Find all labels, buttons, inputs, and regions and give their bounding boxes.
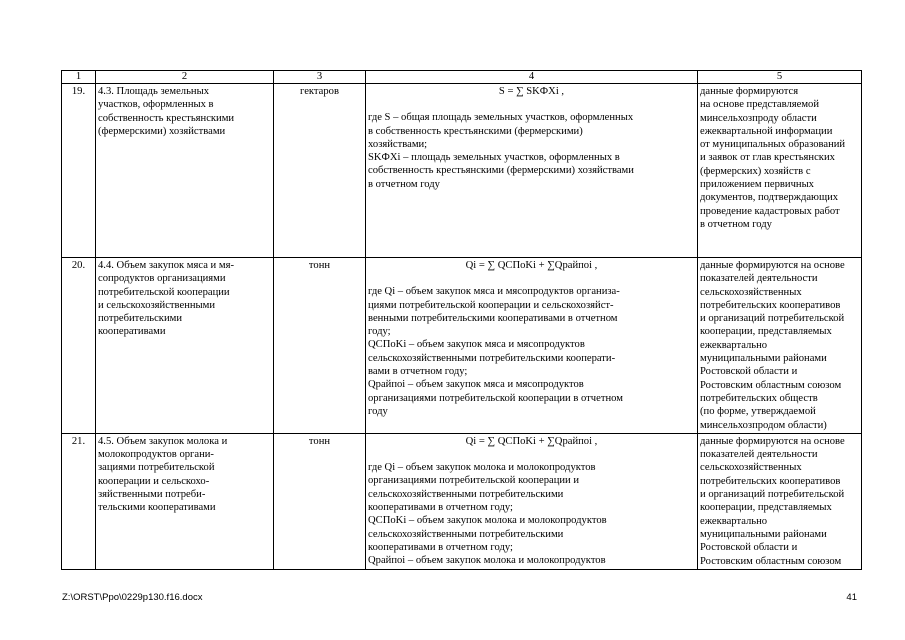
text-line: данные формируются на основе bbox=[700, 260, 845, 271]
text-line: ежеквартально bbox=[700, 339, 768, 351]
file-path-footer: Z:\ORST\Ppo\0229p130.f16.docx bbox=[62, 592, 203, 603]
text-line: зяйственными потреби- bbox=[98, 489, 206, 501]
text-line: и заявок от глав крестьянских bbox=[700, 152, 835, 164]
text-line: 4.3. Площадь земельных bbox=[98, 86, 209, 97]
text-line: циями потребительской кооперации и сельскохозяйст- bbox=[368, 299, 614, 311]
unit-cell: гектаров bbox=[274, 84, 366, 258]
indicator-name-cell bbox=[96, 433, 274, 569]
text-line: вами в отчетном году; bbox=[368, 366, 468, 378]
text-line: в отчетном году bbox=[700, 218, 772, 230]
text-line: SKФXi – площадь земельных участков, оформленных в bbox=[368, 152, 620, 164]
formula-cell bbox=[366, 84, 698, 258]
text-line: где Qi – объем закупок молока и молокопродуктов bbox=[368, 462, 596, 474]
text-line: Ростовским областным союзом bbox=[700, 555, 842, 567]
source-cell bbox=[698, 258, 862, 434]
text-line: муниципальными районами bbox=[700, 528, 827, 540]
text-line: 4.5. Объем закупок молока и bbox=[98, 435, 228, 447]
text-line: минсельхозпродом области) bbox=[700, 419, 827, 431]
text-line: и сельскохозяйственными bbox=[98, 299, 216, 311]
text-line: собственность крестьянскими bbox=[98, 112, 235, 124]
text-line: году bbox=[368, 405, 388, 417]
source-cell bbox=[698, 84, 862, 258]
text-line: кооперации, представляемых bbox=[700, 502, 832, 514]
text-line: потребительских кооперативов bbox=[700, 299, 841, 311]
text-line: потребительской кооперации bbox=[98, 286, 230, 298]
text-line: сельскохозяйственными потребительскими кооперати- bbox=[368, 352, 616, 364]
text-line: венными потребительскими кооперативами в отчетном bbox=[368, 312, 618, 324]
text-line: и организаций потребительской bbox=[700, 313, 845, 325]
row-number: 21. bbox=[62, 433, 96, 569]
row-number: 20. bbox=[62, 258, 96, 434]
text-line: сельскохозяйственных bbox=[700, 286, 802, 298]
text-line: потребительских кооперативов bbox=[700, 475, 841, 487]
text-line: организациями потребительской кооперации в отчетном bbox=[368, 392, 623, 404]
text-line: Ростовской области и bbox=[700, 542, 798, 554]
text-line: кооперации и сельскохо- bbox=[98, 475, 210, 487]
text-line: сопродуктов организациями bbox=[98, 273, 226, 285]
unit-cell: тонн bbox=[274, 433, 366, 569]
page-number: 41 bbox=[846, 592, 857, 603]
text-line: зациями потребительской bbox=[98, 462, 215, 474]
indicator-name-cell bbox=[96, 84, 274, 258]
text-line: Qрайпоi – объем закупок молока и молокопродуктов bbox=[368, 555, 606, 567]
text-line: в отчетном году bbox=[368, 178, 440, 190]
text-line: потребительскими bbox=[98, 313, 182, 325]
text-line: году; bbox=[368, 326, 391, 338]
text-line: 4.4. Объем закупок мяса и мя- bbox=[98, 260, 234, 271]
text-line: данные формируются bbox=[700, 86, 799, 97]
text-line: кооперации, представляемых bbox=[700, 326, 832, 338]
text-line: минсельхозпроду области bbox=[700, 112, 817, 124]
text-line: на основе представляемой bbox=[700, 99, 820, 111]
source-cell bbox=[698, 433, 862, 569]
text-line: показателей деятельности bbox=[700, 273, 818, 285]
unit-cell: тонн bbox=[274, 258, 366, 434]
text-line: кооперативами в отчетном году; bbox=[368, 541, 513, 553]
text-line: (фермерских) хозяйств с bbox=[700, 165, 811, 177]
text-line: проведение кадастровых работ bbox=[700, 205, 840, 217]
text-line: документов, подтверждающих bbox=[700, 192, 839, 204]
text-line: Ростовским областным союзом bbox=[700, 379, 842, 391]
text-line: QCПоKi – объем закупок молока и молокопродуктов bbox=[368, 515, 607, 527]
text-line: собственность крестьянскими (фермерскими) хозяйствами bbox=[368, 165, 634, 177]
text-line: от муниципальных образований bbox=[700, 139, 846, 151]
text-line: приложением первичных bbox=[700, 179, 814, 191]
text-line: в собственность крестьянскими (фермерскими) bbox=[368, 125, 583, 137]
text-line: кооперативами в отчетном году; bbox=[368, 502, 513, 514]
text-line: ежеквартально bbox=[700, 515, 768, 527]
text-line: муниципальными районами bbox=[700, 353, 827, 365]
header-cell: 5 bbox=[698, 71, 862, 84]
indicator-table bbox=[61, 70, 862, 570]
text-line: молокопродуктов органи- bbox=[98, 449, 214, 461]
text-line: QCПоKi – объем закупок мяса и мясопродуктов bbox=[368, 339, 585, 351]
text-line: потребительских обществ bbox=[700, 392, 818, 404]
formula: Qi = ∑ QCПоKi + ∑Qрайпоi , bbox=[465, 260, 598, 271]
text-line: (фермерскими) хозяйствами bbox=[98, 125, 226, 137]
text-line: данные формируются на основе bbox=[700, 435, 845, 447]
header-cell: 1 bbox=[62, 71, 96, 84]
formula-cell bbox=[366, 433, 698, 569]
text-line: где Qi – объем закупок мяса и мясопродуктов организа- bbox=[368, 286, 620, 298]
table-row bbox=[62, 433, 862, 569]
formula-cell bbox=[366, 258, 698, 434]
text-line: и организаций потребительской bbox=[700, 489, 845, 501]
indicator-name-cell bbox=[96, 258, 274, 434]
table-row bbox=[62, 84, 862, 258]
text-line: показателей деятельности bbox=[700, 449, 818, 461]
text-line: кооперативами bbox=[98, 326, 166, 338]
text-line: организациями потребительской кооперации и bbox=[368, 475, 580, 487]
table-header-row bbox=[62, 71, 862, 84]
formula: S = ∑ SKФXi , bbox=[498, 86, 565, 97]
header-cell: 4 bbox=[366, 71, 698, 84]
text-line: Ростовской области и bbox=[700, 366, 798, 378]
text-line: тельскими кооперативами bbox=[98, 502, 216, 514]
header-cell: 2 bbox=[96, 71, 274, 84]
text-line: хозяйствами; bbox=[368, 138, 428, 150]
header-cell: 3 bbox=[274, 71, 366, 84]
text-line: Qрайпоi – объем закупок мяса и мясопродуктов bbox=[368, 379, 584, 391]
text-line: сельскохозяйственными потребительскими bbox=[368, 528, 564, 540]
row-number: 19. bbox=[62, 84, 96, 258]
table-row bbox=[62, 258, 862, 434]
text-line: где S – общая площадь земельных участков, оформленных bbox=[368, 112, 634, 124]
text-line: (по форме, утверждаемой bbox=[700, 406, 816, 418]
formula: Qi = ∑ QCПоKi + ∑Qрайпоi , bbox=[465, 435, 598, 447]
text-line: ежеквартальной информации bbox=[700, 125, 833, 137]
text-line: сельскохозяйственных bbox=[700, 462, 802, 474]
text-line: участков, оформленных в bbox=[98, 99, 214, 111]
text-line: сельскохозяйственными потребительскими bbox=[368, 488, 564, 500]
